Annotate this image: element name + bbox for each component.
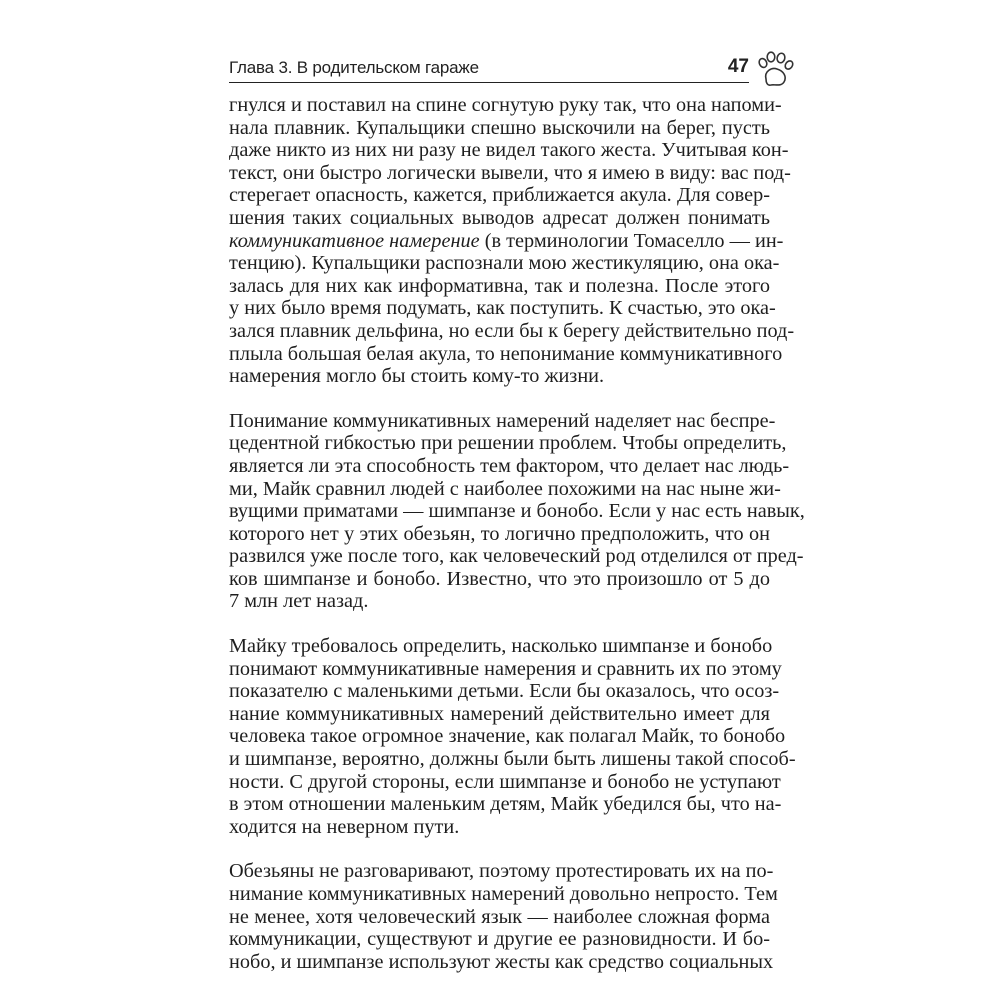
text-line: текст, они быстро логически вывели, что я имею в виду: вас под- bbox=[229, 161, 791, 184]
text-line: Майку требовалось определить, насколько шимпанзе и бонобо bbox=[229, 635, 773, 658]
text-line: цедентной гибкостью при решении проблем. Чтобы определить, bbox=[229, 432, 787, 455]
text-line: ходится на неверном пути. bbox=[229, 815, 460, 838]
text-line: коммуникации, существуют и другие ее разновидности. И бо- bbox=[229, 928, 770, 951]
text-line: не менее, хотя человеческий язык — наиболее сложная форма bbox=[229, 905, 770, 928]
paragraph-4 bbox=[229, 860, 778, 973]
text-line: и шимпанзе, вероятно, должны были быть лишены такой способ- bbox=[229, 748, 796, 771]
text-line: намерения могло бы стоить кому-то жизни. bbox=[229, 365, 605, 388]
text-line: у них было время подумать, как поступить. К счастью, это ока- bbox=[229, 297, 776, 320]
text-line: в этом отношении маленьким детям, Майк убедился бы, что на- bbox=[229, 793, 782, 816]
page-header bbox=[229, 52, 749, 82]
text-line: нимание коммуникативных намерений довольно непросто. Тем bbox=[229, 883, 778, 905]
text-line: плыла большая белая акула, то непонимание коммуникативного bbox=[229, 342, 783, 365]
text-line: нала плавник. Купальщики спешно выскочили на берег, пусть bbox=[229, 116, 770, 139]
text-line: Обезьяны не разговаривают, поэтому протестировать их на по- bbox=[229, 860, 774, 883]
text-line: развился уже после того, как человеческий род отделился от пред- bbox=[229, 545, 804, 568]
text-line-rest: (в терминологии Томаселло — ин- bbox=[479, 229, 784, 252]
paw-print-icon bbox=[754, 51, 796, 91]
paragraph-3 bbox=[229, 635, 796, 838]
page-body bbox=[229, 94, 805, 995]
text-line: Понимание коммуникативных намерений наделяет нас беспре- bbox=[229, 409, 776, 432]
text-line: понимают коммуникативные намерения и сравнить их по этому bbox=[229, 657, 782, 680]
text-line: человека такое огромное значение, как полагал Майк, то бонобо bbox=[229, 725, 786, 748]
header-rule bbox=[229, 82, 749, 83]
text-line: нание коммуникативных намерений действительно имеет для bbox=[229, 702, 770, 725]
text-line: ности. С другой стороны, если шимпанзе и бонобо не уступают bbox=[229, 770, 781, 793]
italic-term: коммуникативное намерение bbox=[229, 229, 480, 252]
text-line: которого нет у этих обезьян, то логично предположить, что он bbox=[229, 522, 770, 545]
text-line: ми, Майк сравнил людей с наиболее похожими на нас ныне жи- bbox=[229, 477, 781, 500]
paragraph-1 bbox=[229, 94, 795, 388]
text-line: гнулся и поставил на спине согнутую руку так, что она напоми- bbox=[229, 94, 782, 116]
running-head: Глава 3. В родительском гараже bbox=[229, 58, 479, 77]
text-line: ков шимпанзе и бонобо. Известно, что это произошло от 5 до bbox=[229, 567, 770, 590]
text-line: зался плавник дельфина, но если бы к берегу действительно под- bbox=[229, 319, 795, 342]
page-number: 47 bbox=[727, 56, 749, 77]
text-line: нобо, и шимпанзе используют жесты как средство социальных bbox=[229, 950, 774, 973]
text-line: вущими приматами — шимпанзе и бонобо. Если у нас есть навык, bbox=[229, 500, 805, 523]
text-line bbox=[229, 229, 784, 253]
text-line: залась для них как информативна, так и полезна. После этого bbox=[229, 274, 770, 297]
text-line: 7 млн лет назад. bbox=[229, 590, 369, 613]
text-line: даже никто из них ни разу не видел такого жеста. Учитывая кон- bbox=[229, 139, 789, 162]
text-line: тенцию). Купальщики распознали мою жестикуляцию, она ока- bbox=[229, 252, 780, 275]
text-line: показателю с маленькими детьми. Если бы оказалось, что осоз- bbox=[229, 680, 780, 703]
text-line: шения таких социальных выводов адресат должен понимать bbox=[229, 206, 770, 229]
text-line: стерегает опасность, кажется, приближается акула. Для совер- bbox=[229, 184, 770, 207]
text-line: является ли эта способность тем фактором, что делает нас людь- bbox=[229, 454, 790, 477]
paragraph-2 bbox=[229, 409, 805, 613]
